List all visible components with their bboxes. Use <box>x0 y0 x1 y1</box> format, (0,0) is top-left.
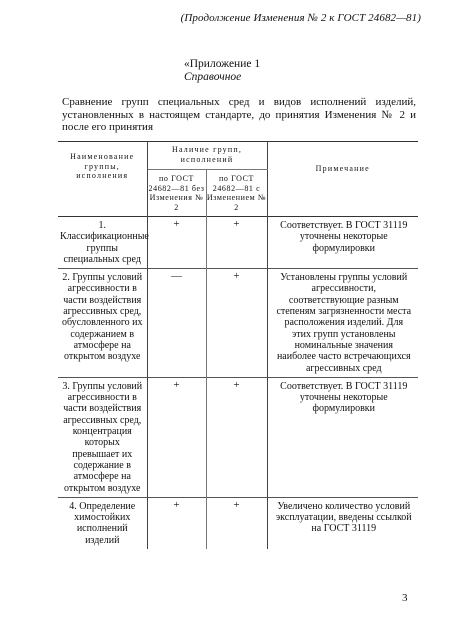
header-after: по ГОСТ 24682—81 с Изменением № 2 <box>206 170 267 217</box>
row-name: 2. Группы условий агрессивности в части воздействия агрессивных сред, обусловленного их содержанием в атмосфере на открытом воздухе <box>58 269 147 378</box>
row-before-mark: — <box>147 269 206 378</box>
row-after-mark: + <box>206 377 267 497</box>
table-row <box>58 269 418 378</box>
row-before-mark: + <box>147 377 206 497</box>
page-header: (Продолжение Изменения № 2 к ГОСТ 24682—81) <box>180 12 421 24</box>
row-after-mark: + <box>206 497 267 549</box>
row-name: 1. Классификационные группы специальных сред <box>58 217 147 269</box>
appendix-title: «Приложение 1 <box>184 58 261 70</box>
row-note: Установлены группы условий агрессивности, соответствующие разным степеням загрязненности места расположения изделий. Для этих групп установлены номинальные значения наиболее часто встречающихся агрессивных сред <box>276 272 412 374</box>
appendix-subtitle: Справочное <box>184 71 242 83</box>
row-before-mark: + <box>147 497 206 549</box>
appendix-heading <box>184 58 260 84</box>
comparison-table <box>58 141 418 549</box>
row-after-mark: + <box>206 269 267 378</box>
table-row <box>58 497 418 549</box>
header-before: по ГОСТ 24682—81 без Изменения № 2 <box>147 170 206 217</box>
table-row <box>58 217 418 269</box>
row-before-mark: + <box>147 217 206 269</box>
header-presence: Наличие групп, исполнений <box>147 142 267 170</box>
page-number: 3 <box>402 592 408 604</box>
table-row <box>58 377 418 497</box>
row-note: Соответствует. В ГОСТ 31119 уточнены некоторые формулировки <box>280 220 408 254</box>
intro-paragraph: Сравнение групп специальных сред и видов исполнений изделий, установленных в настоящем стандарте, до принятия Изменения № 2 и после его принятия <box>62 96 416 133</box>
header-note: Примечание <box>315 164 370 173</box>
row-after-mark: + <box>206 217 267 269</box>
header-name: Наименование группы, исполнения <box>58 142 147 217</box>
row-note: Соответствует. В ГОСТ 31119 уточнены некоторые формулировки <box>280 380 408 415</box>
row-name: 4. Определение химостойких исполнений изделий <box>58 497 147 549</box>
row-name: 3. Группы условий агрессивности в части воздействия агрессивных сред, концентрация которых превышает их содержание в атмосфере на открытом воздухе <box>58 377 147 497</box>
row-note: Увеличено количество условий эксплуатации, введены ссылкой на ГОСТ 31119 <box>275 500 412 535</box>
